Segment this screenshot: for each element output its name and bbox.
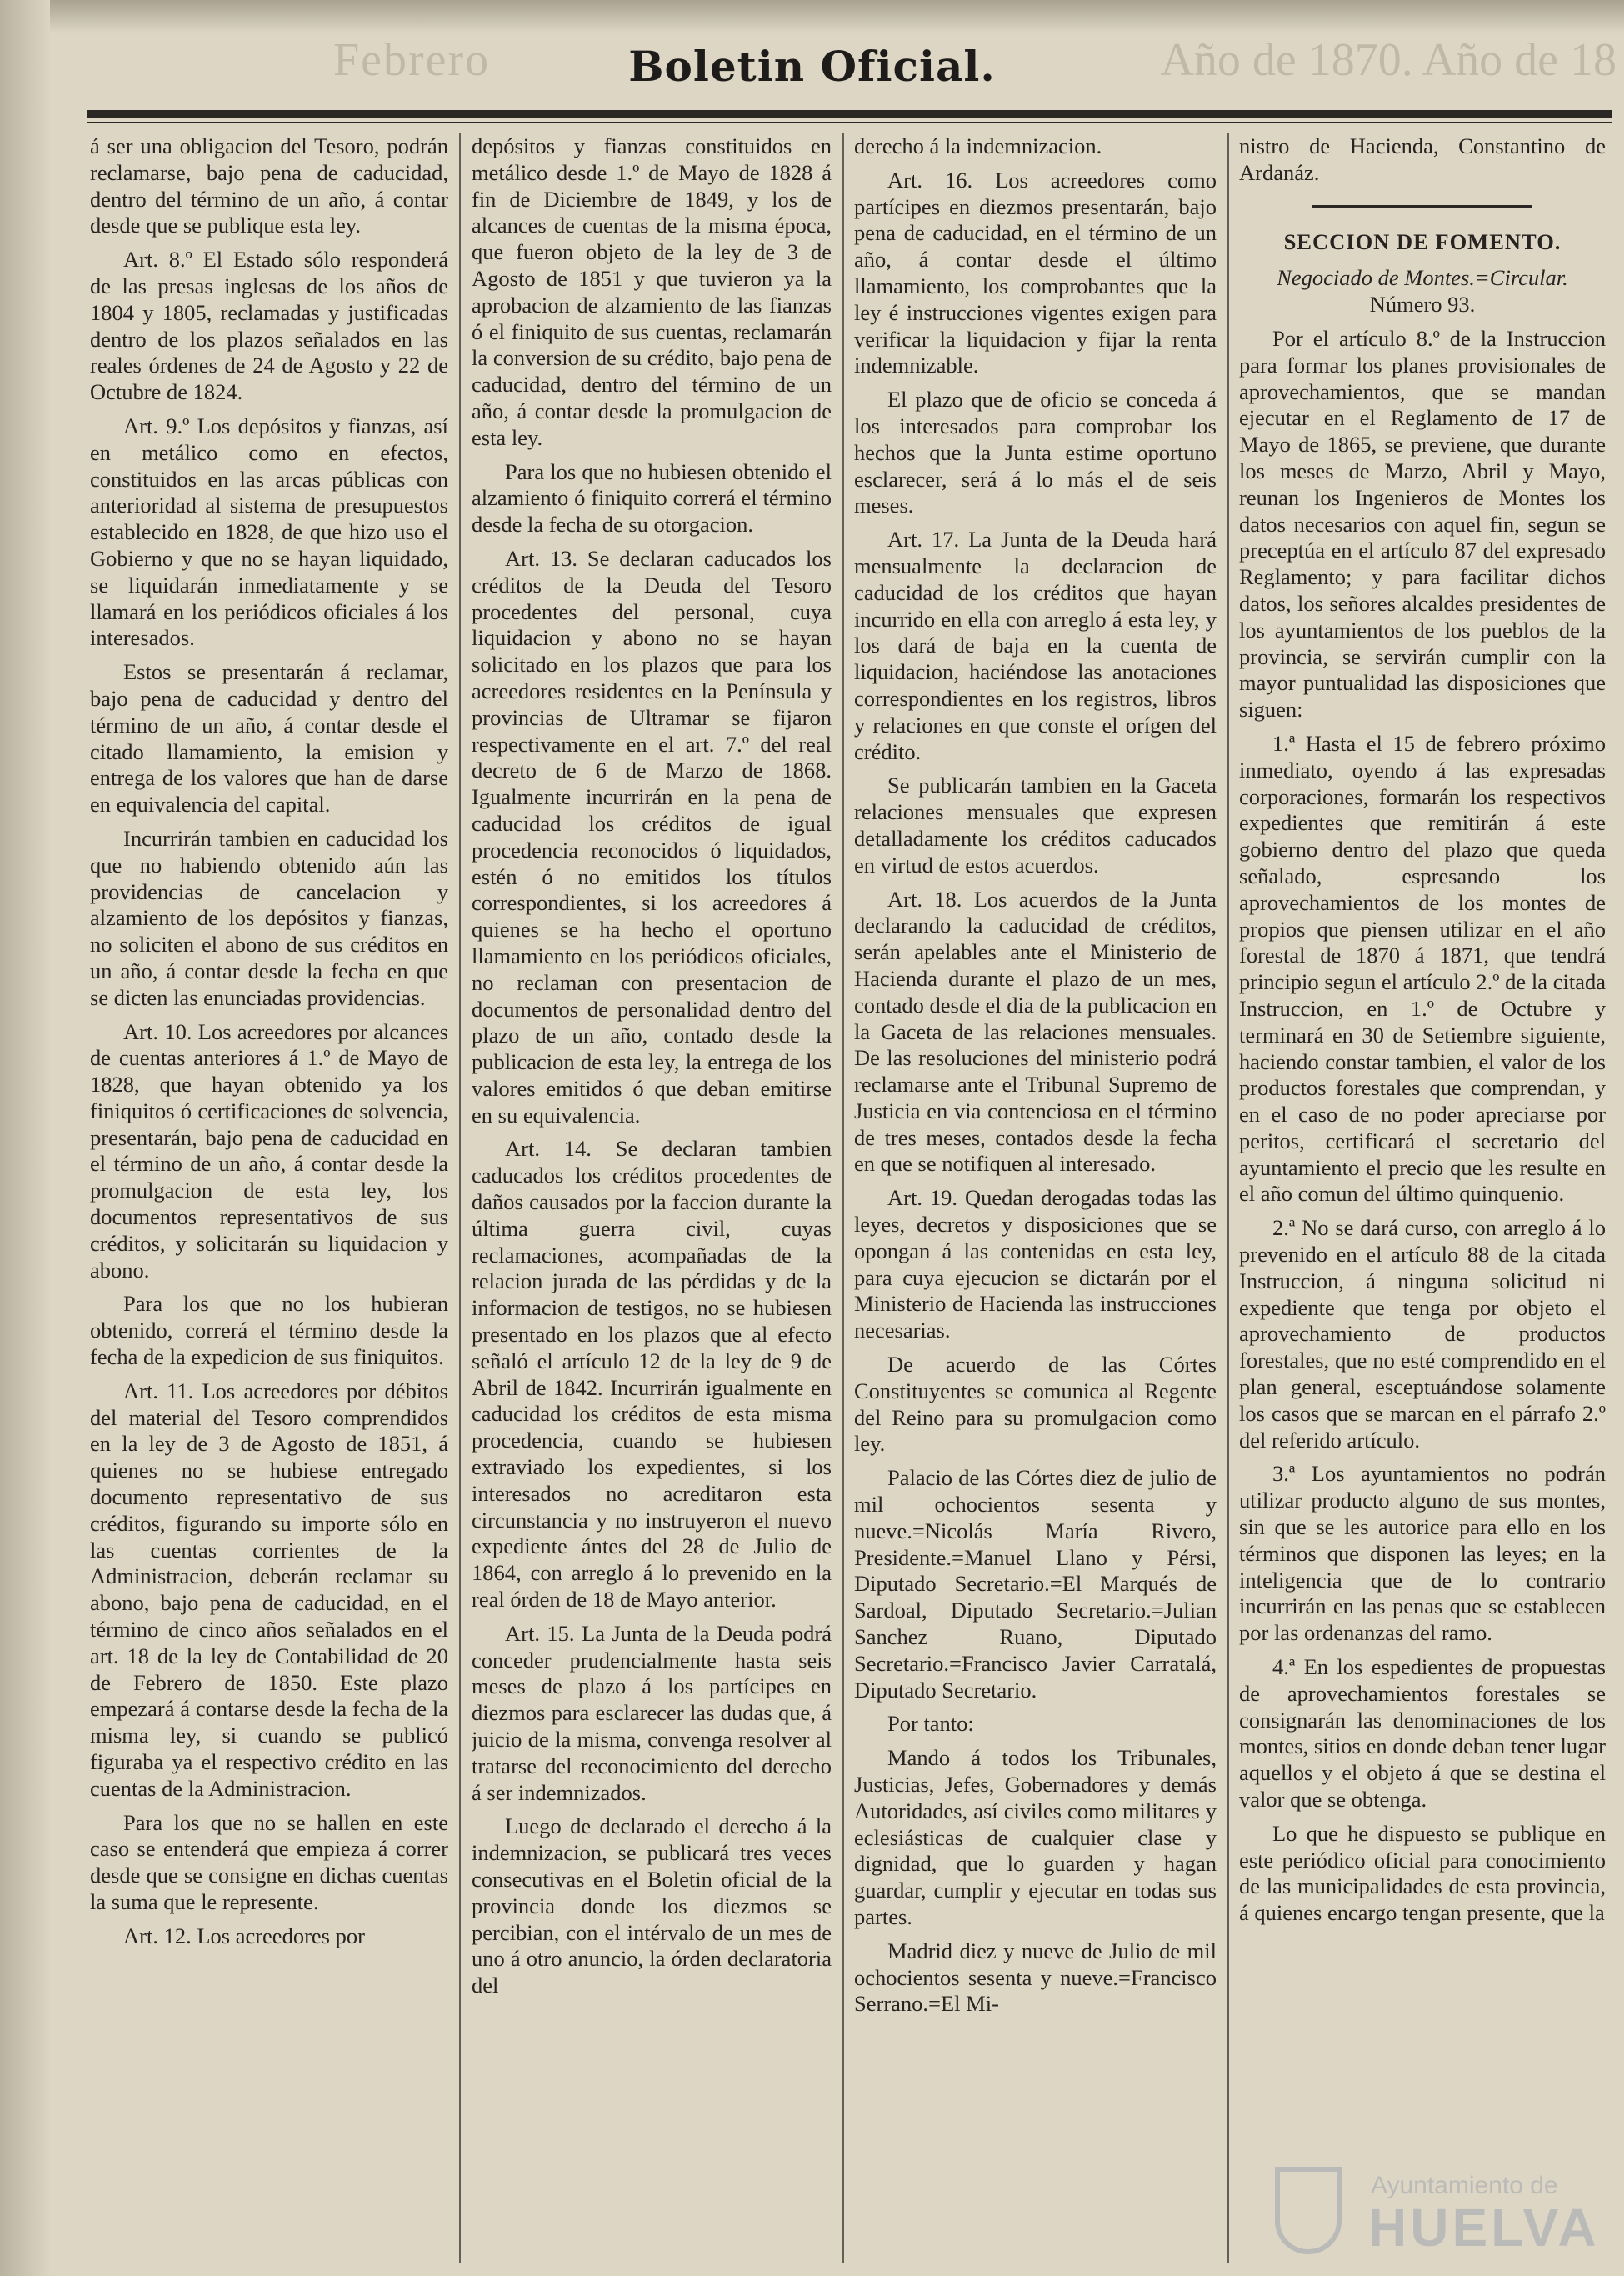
column-divider	[1227, 133, 1229, 2263]
archive-watermark	[1275, 2167, 1608, 2258]
paragraph: Por tanto:	[887, 1711, 974, 1737]
paragraph: Art. 15. La Junta de la Deuda podrá conceder prudencialmente hasta seis meses de plazo á los partícipes en diezmos para esclarecer las dudas que, á juicio de la misma, convenga resolver al tratarse del reconocimiento del derecho á ser indemnizados.	[472, 1620, 832, 1805]
paragraph: derecho á la indemnizacion.	[854, 133, 1102, 158]
paragraph: Art. 14. Se declaran tambien caducados los créditos procedentes de daños causados por la faccion durante la última guerra civil, cuyas reclamaciones, acompañadas de la relacion jurada de las pérdidas y de la informacion de testigos, no se hubiesen presentado en los plazos que al efecto señaló el artículo 12 de la ley de 9 de Abril de 1842. Incurrirán igualmente en caducidad los créditos de esta misma procedencia, cuando se hubiesen extraviado los expedientes, si los interesados no acreditaron esta circunstancia y no instruyeron el nuevo expediente ántes del 28 de Julio de 1864, con arreglo á lo prevenido en la real órden de 18 de Mayo anterior.	[472, 1136, 832, 1613]
running-head-right: Año de 1870. Año de 18	[1160, 34, 1617, 83]
text-column-2	[472, 133, 832, 2267]
paragraph: Art. 11. Los acreedores por débitos del material del Tesoro comprendidos en la ley de 3 de Agosto de 1851, á quienes no se hubiese entregado documento representativo de sus créditos, figurando su importe sólo en las cuentas corrientes de la Administracion, deberán reclamar su abono, bajo pena de caducidad, en el término de cinco años señalados en el art. 18 de la ley de Contabilidad de 20 de Febrero de 1850. Este plazo empezará á contarse desde la fecha de la misma ley, si cuando se publicó figuraba ya el respectivo crédito en las cuentas de la Administracion.	[90, 1378, 448, 1801]
page-edge-shadow	[0, 0, 1624, 33]
header-rule-thin	[87, 122, 1612, 123]
paragraph: Art. 18. Los acuerdos de la Junta declarando la caducidad de créditos, serán apelables ante el Ministerio de Hacienda durante el plazo de un mes, contado desde el dia de la publicacion en la Gaceta de las relaciones mensuales. De las resoluciones del ministerio podrá reclamarse ante el Tribunal Supremo de Justicia en via contenciosa en el término de tres meses, contados desde la fecha en que se notifiquen al interesado.	[854, 886, 1217, 1177]
paragraph: 4.ª En los espedientes de propuestas de aprovechamientos forestales se consignarán las denominaciones de los montes, sitios en donde deban tener lugar aquellos y el objeto á que se destina el valor que se obtenga.	[1239, 1654, 1606, 1813]
paragraph: De acuerdo de las Córtes Constituyentes se comunica al Regente del Reino para su promulgacion como ley.	[854, 1352, 1217, 1457]
paragraph: Art. 17. La Junta de la Deuda hará mensualmente la declaracion de caducidad de los créditos que hayan incurrido en ella con arreglo á esta ley, y los dará de baja en la cuenta de liquidacion, haciéndose las anotaciones correspondientes en los registros, libros y relaciones en que conste el orígen del crédito.	[854, 527, 1217, 764]
column-divider	[459, 133, 461, 2263]
running-head-left: Febrero	[333, 34, 491, 83]
column-divider	[842, 133, 844, 2263]
paragraph: 2.ª No se dará curso, con arreglo á lo prevenido en el artículo 88 de la citada Instruccion, á ninguna solicitud ni expediente que tenga por objeto el aprovechamiento de productos forestales, que no esté comprendido en el plan general, esceptuándose solamente los casos que se marcan en el párrafo 2.º del referido artículo.	[1239, 1215, 1606, 1453]
paragraph: Estos se presentarán á reclamar, bajo pena de caducidad y dentro del término de un año, á contar desde el citado llamamiento, la emision y entrega de los valores que han de darse en equivalencia del capital.	[90, 659, 448, 818]
paragraph: 1.ª Hasta el 15 de febrero próximo inmediato, oyendo á las expresadas corporaciones, formarán los respectivos expedientes que remitirán á este gobierno dentro del plazo que queda señalado, espresando los aprovechamientos de los montes de propios que piensen utilizar en el año forestal de 1870 á 1871, que tendrá principio segun el artículo 2.º de la citada Instruccion, en 1.º de Octubre y terminará en 30 de Setiembre siguiente, haciendo constar tambien, el valor de los productos forestales que comprendan, y en el caso de no poder apreciarse por peritos, certificará el secretario del ayuntamiento el precio que les resulte en el año comun del último quinquenio.	[1239, 730, 1606, 1207]
paragraph: Art. 13. Se declaran caducados los créditos de la Deuda del Tesoro procedentes del personal, cuya liquidacion y abono no se hayan solicitado en los plazos que para los acreedores residentes en la Península y provincias de Ultramar se fijaron respectivamente en el art. 7.º del real decreto de 6 de Marzo de 1868. Igualmente incurrirán en la pena de caducidad los créditos de igual procedencia reconocidos ó liquidados, estén ó no emitidos los títulos correspondientes, si los acreedores á quienes se ha hecho el oportuno llamamiento en los periódicos oficiales, no reclaman con presentacion de documentos de personalidad dentro del plazo de un año, contado desde la publicacion de esta ley, la entrega de los valores emitidos ó que deban emitirse en su equivalencia.	[472, 545, 832, 1128]
section-heading: SECCION DE FOMENTO.	[1283, 228, 1562, 254]
page-title: Boletin Oficial.	[628, 42, 996, 91]
watermark-bottom: HUELVA	[1368, 2198, 1600, 2258]
paragraph: nistro de Hacienda, Constantino de Ardanáz.	[1239, 133, 1606, 185]
paragraph: Para los que no los hubieran obtenido, correrá el término desde la fecha de la expedicion de sus finiquitos.	[90, 1291, 448, 1370]
paragraph: 3.ª Los ayuntamientos no podrán utilizar producto alguno de sus montes, sin que se les autorice para ello en los términos que disponen las leyes; en la inteligencia que de lo contrario incurrirán en las penas que se establecen por las ordenanzas del ramo.	[1239, 1461, 1606, 1646]
paragraph: El plazo que de oficio se conceda á los interesados para comprobar los hechos que la Junta estime oportuno esclarecer, será á lo más el de seis meses.	[854, 387, 1217, 518]
paragraph: Por el artículo 8.º de la Instruccion para formar los planes provisionales de aprovechamientos, que se mandan ejecutar en el Reglamento de 17 de Mayo de 1865, se previene, que durante los meses de Marzo, Abril y Mayo, reunan los Ingenieros de Montes los datos necesarios con aquel fin, segun se preceptúa en el artículo 87 del expresado Reglamento; y para facilitar dichos datos, los señores alcaldes presidentes de los ayuntamientos de los pueblos de la provincia, se servirán cumplir con la mayor puntualidad las disposiciones que siguen:	[1239, 325, 1606, 723]
text-column-4	[1239, 133, 1606, 2267]
paragraph: Palacio de las Córtes diez de julio de mil ochocientos sesenta y nueve.=Nicolás María Rivero, Presidente.=Manuel Llano y Pérsi, Diputado Secretario.=El Marqués de Sardoal, Diputado Secretario.=Julian Sanchez Ruano, Diputado Secretario.=Francisco Javier Carratalá, Diputado Secretario.	[854, 1465, 1217, 1703]
paragraph: Art. 16. Los acreedores como partícipes en diezmos presentarán, bajo pena de caducidad, en el término de un año, á contar desde el último llamamiento, los comprobantes que la ley é instrucciones vigentes exigen para verificar la liquidacion y fijar la renta indemnizable.	[854, 167, 1217, 378]
paragraph: Art. 19. Quedan derogadas todas las leyes, decretos y disposiciones que se opongan á las contenidas en esta ley, para cuya ejecucion se dictarán por el Ministerio de Hacienda las instrucciones necesarias.	[854, 1185, 1217, 1343]
paragraph: Art. 10. Los acreedores por alcances de cuentas anteriores á 1.º de Mayo de 1828, que hayan obtenido ya los finiquitos ó certificaciones de solvencia, presentarán, bajo pena de caducidad en el término de un año, á contar desde la promulgacion de esta ley, los documentos representativos de sus créditos, y solicitarán su liquidacion y abono.	[90, 1018, 448, 1283]
paragraph: Número 93.	[1369, 292, 1476, 318]
text-column-1	[90, 133, 448, 2267]
paragraph: Lo que he dispuesto se publique en este periódico oficial para conocimiento de las municipalidades de esta provincia, á quienes encargo tengan presente, que la	[1239, 1820, 1606, 1926]
paragraph: Art. 8.º El Estado sólo responderá de las presas inglesas de los años de 1804 y 1805, reclamadas y justificadas dentro de los plazos señalados en las reales órdenes de 24 de Agosto y 22 de Octubre de 1824.	[90, 247, 448, 405]
paragraph: Se publicarán tambien en la Gaceta relaciones mensuales que expresen detalladamente los créditos caducados en virtud de estos acuerdos.	[854, 773, 1217, 878]
paragraph: depósitos y fianzas constituidos en metálico desde 1.º de Mayo de 1828 á fin de Diciembre de 1849, y los de alcances de cuentas de la misma época, que fueron objeto de la ley de 3 de Agosto de 1851 y que tuvieron ya la aprobacion de alzamiento de las fianzas ó el finiquito de sus cuentas, reclamarán la conversion de su crédito, bajo pena de caducidad, dentro del término de un año, á contar desde la promulgacion de esta ley.	[472, 133, 832, 450]
paragraph: Art. 9.º Los depósitos y fianzas, así en metálico como en efectos, constituidos en las arcas públicas con anterioridad al sistema de presupuestos establecido en 1828, de que hizo uso el Gobierno y que no se hayan liquidado, se liquidarán inmediatamente y se llamará en los periódicos oficiales á los interesados.	[90, 413, 448, 651]
paragraph: Madrid diez y nueve de Julio de mil ochocientos sesenta y nueve.=Francisco Serrano.=El Mi-	[854, 1938, 1217, 2017]
section-subheading: Negociado de Montes.=Circular.	[1277, 265, 1568, 291]
paragraph: Para los que no se hallen en este caso se entenderá que empieza á correr desde que se consigne en dichas cuentas la suma que le represente.	[90, 1809, 448, 1914]
section-separator	[1312, 205, 1532, 208]
binding-shadow	[0, 0, 50, 2276]
header-rule	[87, 110, 1612, 118]
paragraph: Para los que no hubiesen obtenido el alzamiento ó finiquito correrá el término desde la fecha de su otorgacion.	[472, 458, 832, 538]
text-column-3	[854, 133, 1217, 2267]
paragraph: á ser una obligacion del Tesoro, podrán reclamarse, bajo pena de caducidad, dentro del término de un año, á contar desde que se publique esta ley.	[90, 133, 448, 238]
paragraph: Art. 12. Los acreedores por	[123, 1923, 365, 1948]
shield-icon	[1275, 2167, 1342, 2254]
paragraph: Luego de declarado el derecho á la indemnizacion, se publicará tres veces consecutivas en el Boletin oficial de la provincia donde los diezmos se percibian, con el intérvalo de un mes de uno á otro anuncio, la órden declaratoria del	[472, 1813, 832, 1998]
watermark-top: Ayuntamiento de	[1371, 2172, 1558, 2199]
paragraph: Incurrirán tambien en caducidad los que no habiendo obtenido aún las providencias de cancelacion y alzamiento de los depósitos y fianzas, no soliciten el abono de sus créditos en un año, á contar desde la fecha en que se dicten las enunciadas providencias.	[90, 825, 448, 1010]
paragraph: Mando á todos los Tribunales, Justicias, Jefes, Gobernadores y demás Autoridades, así civiles como militares y eclesiásticas de cualquier clase y dignidad, que lo guarden y hagan guardar, cumplir y ejecutar en todas sus partes.	[854, 1745, 1217, 1929]
